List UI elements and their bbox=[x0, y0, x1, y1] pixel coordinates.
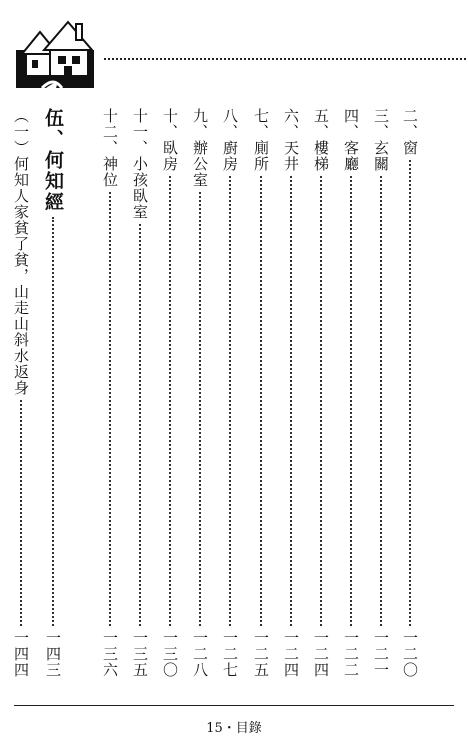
toc-leader-dots bbox=[52, 217, 54, 626]
toc-entry bbox=[283, 108, 298, 678]
toc-entry-title: 九、辦公室 bbox=[191, 108, 209, 188]
toc-entry-page: 一二七 bbox=[221, 630, 239, 678]
toc-leader-dots bbox=[139, 224, 141, 626]
toc-entry-page: 一二四 bbox=[312, 630, 330, 678]
toc-entry-page: 一三五 bbox=[131, 630, 149, 678]
toc-entry bbox=[343, 108, 358, 678]
toc-entry-title: （一）何知人家貧了貧，山走山斜水返身 bbox=[12, 108, 30, 396]
toc-entry-page: 一二八 bbox=[191, 630, 209, 678]
toc-entry-title: 五、樓梯 bbox=[312, 108, 330, 172]
toc-entry-title: 三、玄關 bbox=[372, 108, 390, 172]
toc-entry-title: 十二、神位 bbox=[101, 108, 119, 188]
toc-leader-dots bbox=[290, 176, 292, 626]
toc-leader-dots bbox=[109, 192, 111, 626]
page-footer bbox=[0, 717, 468, 736]
toc-entry-title: 二、窗 bbox=[401, 108, 419, 156]
footer-page-number: 15 bbox=[206, 721, 223, 736]
toc-entry-title: 四、客廳 bbox=[342, 108, 360, 172]
toc-section-entry bbox=[43, 108, 62, 678]
toc-entry-title: 七、廁所 bbox=[252, 108, 270, 172]
toc-entry-page: 一二〇 bbox=[401, 630, 419, 678]
toc-leader-dots bbox=[350, 176, 352, 626]
toc-entry-title: 十一、小孩臥室 bbox=[131, 108, 149, 220]
toc-entry-page: 一三〇 bbox=[161, 630, 179, 678]
toc-section-title: 伍、何知經 bbox=[42, 108, 64, 213]
toc-leader-dots bbox=[409, 160, 411, 626]
toc-entry bbox=[13, 108, 28, 678]
toc-leader-dots bbox=[199, 192, 201, 626]
toc-entry bbox=[373, 108, 388, 678]
footer-rule bbox=[14, 705, 454, 706]
toc-entry bbox=[162, 108, 177, 678]
toc-leader-dots bbox=[169, 176, 171, 626]
toc-entry-page: 一二二 bbox=[342, 630, 360, 678]
toc-entry bbox=[222, 108, 237, 678]
toc-leader-dots bbox=[20, 400, 22, 626]
toc-entry bbox=[402, 108, 417, 678]
toc-entry bbox=[132, 108, 147, 678]
toc-entry-page: 一二一 bbox=[372, 630, 390, 678]
footer-label: 目錄 bbox=[235, 721, 262, 736]
toc-entry-page: 一二四 bbox=[282, 630, 300, 678]
toc-leader-dots bbox=[229, 176, 231, 626]
toc-entry bbox=[253, 108, 268, 678]
toc-entry-page: 一二五 bbox=[252, 630, 270, 678]
toc-entry-page: 一四三 bbox=[44, 630, 62, 678]
footer-separator: ・ bbox=[222, 721, 236, 736]
toc-entry bbox=[192, 108, 207, 678]
toc-entry-page: 一四四 bbox=[12, 630, 30, 678]
toc-leader-dots bbox=[320, 176, 322, 626]
toc-entry-title: 六、天井 bbox=[282, 108, 300, 172]
toc-entry-page: 一三六 bbox=[101, 630, 119, 678]
toc-entry bbox=[102, 108, 117, 678]
toc-entry-title: 十、臥房 bbox=[161, 108, 179, 172]
toc-entry bbox=[313, 108, 328, 678]
toc-entry-title: 八、廚房 bbox=[221, 108, 239, 172]
toc-leader-dots bbox=[380, 176, 382, 626]
toc-leader-dots bbox=[260, 176, 262, 626]
